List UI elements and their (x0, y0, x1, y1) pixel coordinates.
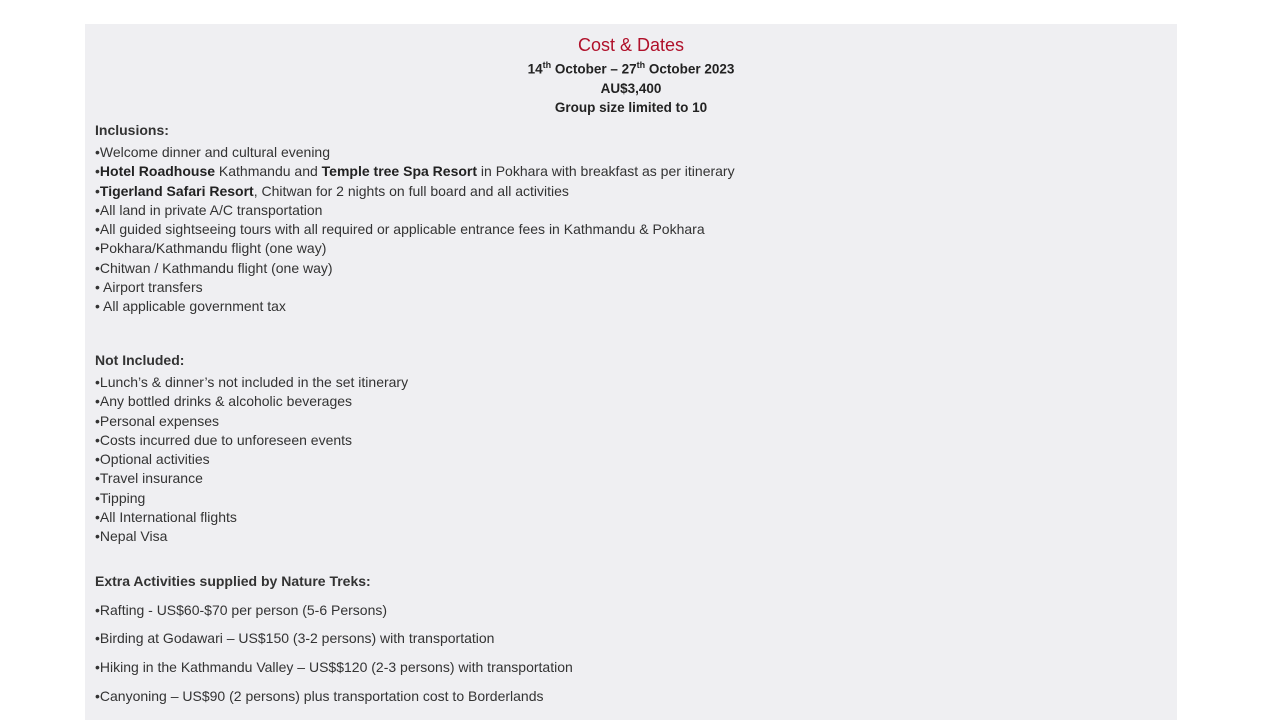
inclusions-list (95, 143, 1167, 317)
inclusion-item: • Airport transfers (95, 279, 203, 296)
not-included-item: •Lunch’s & dinner’s not included in the set itinerary (95, 374, 409, 390)
slide-panel (85, 24, 1177, 720)
inclusion-item: •Chitwan / Kathmandu flight (one way) (95, 259, 333, 276)
not-included-section (95, 351, 1167, 547)
not-included-item: •Costs incurred due to unforeseen events (95, 431, 353, 448)
extra-activity-item: •Birding at Godawari – US$150 (3-2 persons) with transportation (95, 630, 495, 647)
inclusion-item: •All guided sightseeing tours with all required or applicable entrance fees in Kathmandu & Pokhara (95, 221, 705, 238)
not-included-item: •Travel insurance (95, 470, 203, 487)
inclusion-item: • All applicable government tax (95, 298, 286, 315)
not-included-item: •Optional activities (95, 451, 210, 468)
group-size: Group size limited to 10 (554, 99, 708, 115)
not-included-item: •Nepal Visa (95, 528, 168, 545)
not-included-list (95, 373, 1167, 547)
inclusion-item: •Pokhara/Kathmandu flight (one way) (95, 240, 327, 257)
not-included-item: •Personal expenses (95, 412, 219, 429)
extra-activity-item: •Hiking in the Kathmandu Valley – US$$120 (2-3 persons) with transportation (95, 659, 573, 676)
not-included-item: •Tipping (95, 489, 146, 506)
not-included-item: •Any bottled drinks & alcoholic beverages (95, 393, 353, 410)
inclusion-item: •Tigerland Safari Resort, Chitwan for 2 nights on full board and all activities (95, 182, 569, 199)
inclusion-item: •All land in private A/C transportation (95, 201, 323, 218)
trip-dates: 14th October – 27th October 2023 (527, 60, 735, 77)
not-included-heading: Not Included: (95, 352, 185, 368)
extras-heading: Extra Activities supplied by Nature Treks: (95, 573, 371, 589)
page-title: Cost & Dates (577, 35, 685, 55)
inclusions-heading: Inclusions: (95, 122, 169, 138)
inclusion-item: •Welcome dinner and cultural evening (95, 144, 330, 160)
extra-activity-item: •Rafting - US$60-$70 per person (5-6 Persons) (95, 601, 388, 618)
inclusion-item: •Hotel Roadhouse Kathmandu and Temple tree Spa Resort in Pokhara with breakfast as per itinerary (95, 163, 735, 180)
extras-section (95, 572, 1167, 706)
inclusions-section (95, 121, 1167, 317)
not-included-item: •All International flights (95, 509, 237, 526)
header (85, 34, 1177, 117)
trip-price: AU$3,400 (600, 80, 662, 96)
extras-list (95, 601, 1167, 706)
extra-activity-item: •Canyoning – US$90 (2 persons) plus transportation cost to Borderlands (95, 687, 544, 704)
